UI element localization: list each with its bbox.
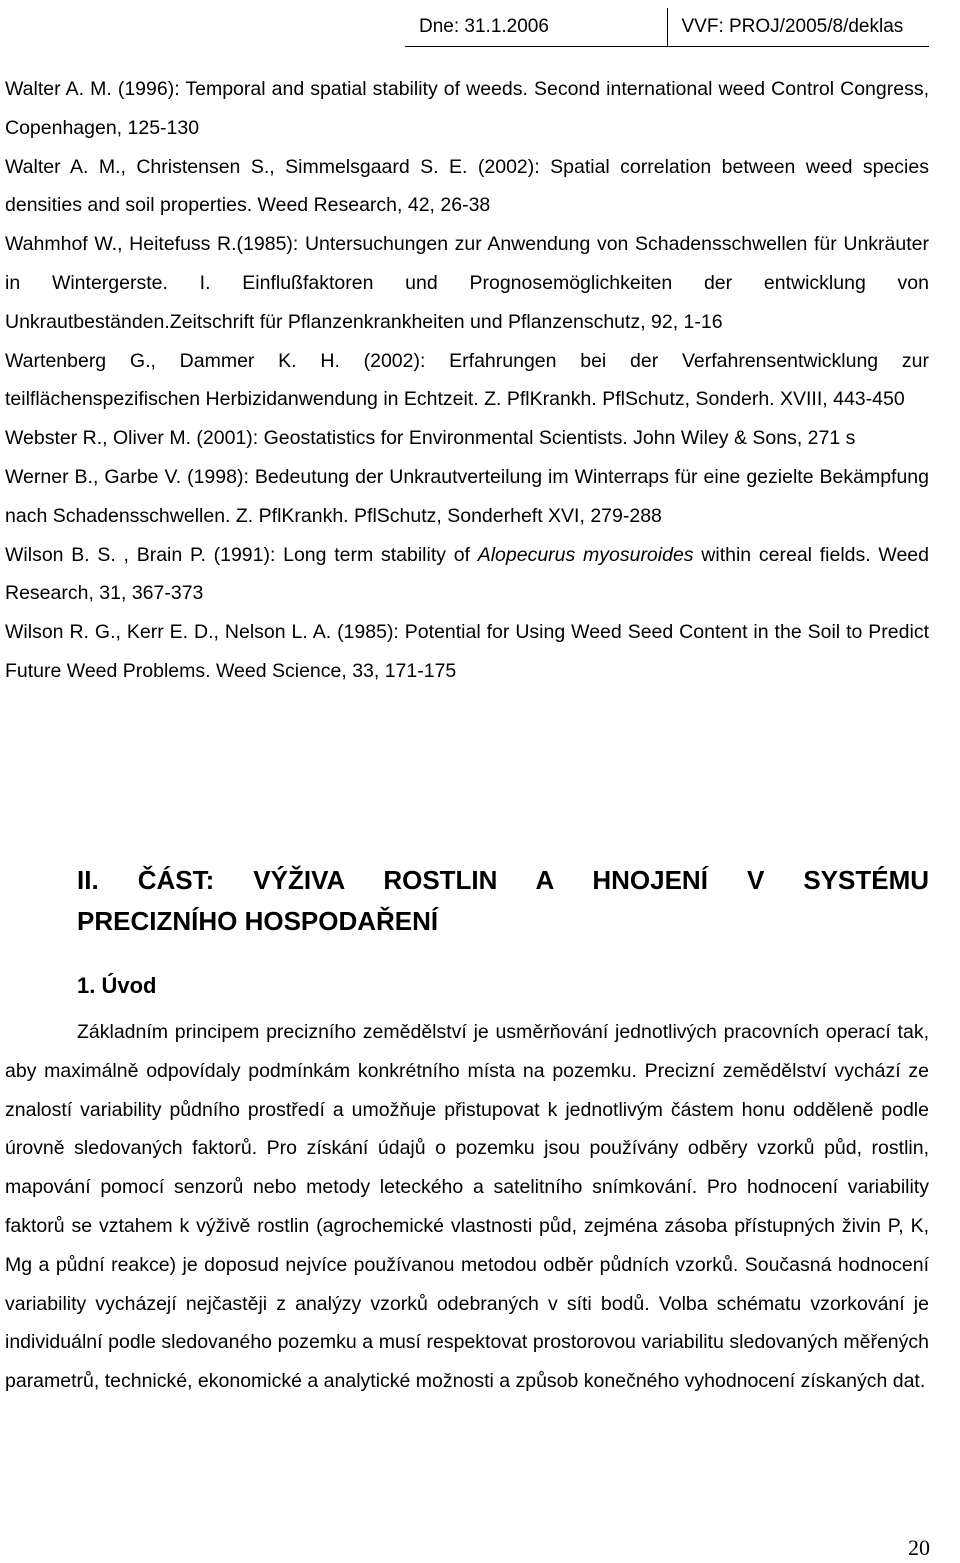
page-header <box>405 8 929 47</box>
reference-entry: Wahmhof W., Heitefuss R.(1985): Untersuchungen zur Anwendung von Schadensschwellen für Unkräuter in Wintergerste. I. Einflußfaktoren und Prognosemöglichkeiten der entwicklung von Unkrautbeständen.Zeitschrift für Pflanzenkrankheiten und Pflanzenschutz, 92, 1-16 <box>5 233 929 333</box>
reference-text: within cereal fields. Weed Research, 31, 367-373 <box>5 543 929 605</box>
part-title-line-2: PRECIZNÍHO HOSPODAŘENÍ <box>77 906 439 936</box>
reference-entry <box>5 536 929 614</box>
reference-entry: Walter A. M. (1996): Temporal and spatial stability of weeds. Second international weed Control Congress, Copenhagen, 125-130 <box>5 78 929 139</box>
section-title: 1. Úvod <box>77 973 157 998</box>
reference-entry: Wartenberg G., Dammer K. H. (2002): Erfahrungen bei der Verfahrensentwicklung zur teilflächenspezifischen Herbizidanwendung in Echtzeit. Z. PflKrankh. PflSchutz, Sonderh. XVIII, 443-450 <box>5 349 929 411</box>
reference-entry: Walter A. M., Christensen S., Simmelsgaard S. E. (2002): Spatial correlation between weed species densities and soil properties. Weed Research, 42, 26-38 <box>5 155 929 217</box>
reference-entry: Webster R., Oliver M. (2001): Geostatistics for Environmental Scientists. John Wiley & Sons, 271 s <box>5 427 856 450</box>
part-title <box>77 860 929 942</box>
header-date: Dne: 31.1.2006 <box>419 16 549 37</box>
intro-paragraph: Základním principem precizního zemědělství je usměrňování jednotlivých pracovních operací tak, aby maximálně odpovídaly podmínkám konkrétního místa na pozemku. Precizní zemědělství vychází ze znalostí variability půdního prostředí a umožňuje přistupovat k jednotlivým částem honu odděleně podle úrovně sledovaných faktorů. Pro získání údajů o pozemku jsou používány odběry vzorků půd, rostlin, mapování pomocí senzorů nebo metody leteckého a satelitního snímkování. Pro hodnocení variability faktorů se vztahem k výživě rostlin (agrochemické vlastnosti půd, zejména zásoba přístupných živin P, K, Mg a půdní reakce) je doposud nejvíce používanou metodou odběr půdních vzorků. Současná hodnocení variability vycházejí nejčastěji z analýzy vzorků odebraných v síti bodů. Volba schématu vzorkování je individuální podle sledovaného pozemku a musí respektovat prostorovou variabilitu sledovaných měřených parametrů, technické, ekonomické a analytické možnosti a způsob konečného vyhodnocení získaných dat. <box>5 1021 929 1393</box>
reference-entry: Wilson R. G., Kerr E. D., Nelson L. A. (1985): Potential for Using Weed Seed Content in the Soil to Predict Future Weed Problems. Weed Science, 33, 171-175 <box>5 621 929 682</box>
reference-text: Wilson B. S. , Brain P. (1991): Long term stability of <box>5 543 478 566</box>
species-name: Alopecurus myosuroides <box>477 543 694 566</box>
part-title-line-1: II. ČÁST: VÝŽIVA ROSTLIN A HNOJENÍ V SYSTÉMU <box>77 865 929 895</box>
reference-entry: Werner B., Garbe V. (1998): Bedeutung der Unkrautverteilung im Winterraps für eine gezielte Bekämpfung nach Schadensschwellen. Z. PflKrankh. PflSchutz, Sonderheft XVI, 279-288 <box>5 465 929 527</box>
reference-list <box>5 70 929 691</box>
header-project-id: VVF: PROJ/2005/8/deklas <box>667 8 930 46</box>
page-number: 20 <box>908 1535 930 1560</box>
